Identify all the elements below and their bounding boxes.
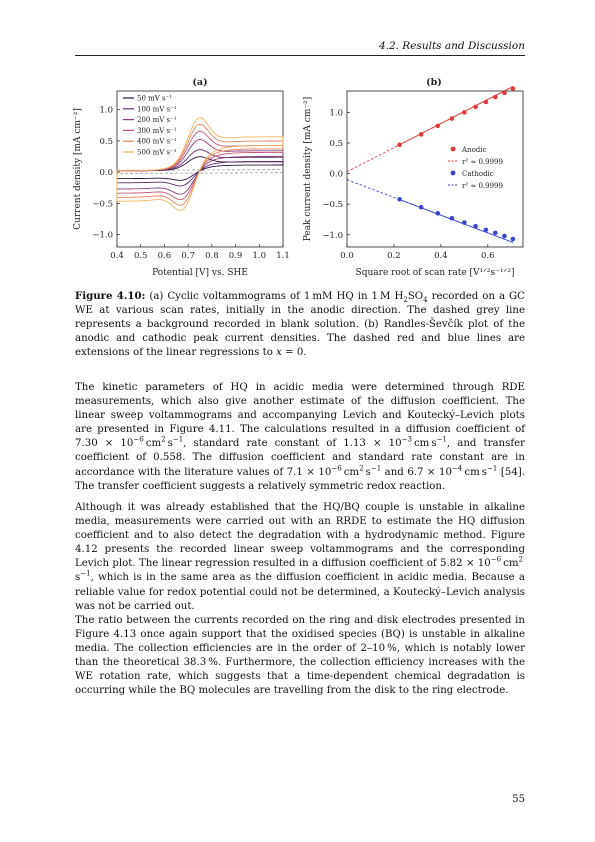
panel-a-legend-label-4: 300 mV s⁻¹	[137, 126, 177, 135]
panel-b-ytick-label: −1.0	[322, 230, 343, 241]
panel-a-legend-label-5: 400 mV s⁻¹	[137, 137, 177, 146]
panel-b-anodic-point	[419, 132, 424, 137]
panel-b-cathodic-point	[502, 234, 507, 239]
panel-b-anodic-point	[397, 143, 402, 148]
panel-b-cathodic-point	[511, 237, 516, 242]
panel-b-ytick-label: 1.0	[329, 108, 343, 119]
panel-b-anodic-point	[450, 116, 455, 121]
panel-a-xtick-label: 0.9	[228, 251, 243, 261]
page-number: 55	[512, 794, 525, 805]
panel-a-xtick-label: 0.6	[157, 251, 172, 261]
panel-a-ytick-label: −0.5	[92, 199, 113, 210]
panel-b-anodic-point	[484, 100, 489, 105]
panel-b-ytick-label: −0.5	[322, 200, 343, 211]
panel-a-legend-label-3: 200 mV s⁻¹	[137, 116, 177, 125]
panel-a-xtick-label: 0.7	[181, 251, 195, 261]
panel-b-legend	[448, 146, 503, 190]
panel-b-frame	[347, 91, 523, 247]
panel-a-frame	[117, 91, 283, 247]
legend-cathodic-label: Cathodic	[462, 170, 494, 178]
panel-a-ytick-label: 1.0	[99, 105, 113, 116]
figure-panel-b	[296, 72, 530, 282]
body-paragraph-1: The kinetic parameters of HQ in acidic media were determined through RDE measurements, which also give another estimate of the diffusion coefficient. The linear sweep voltammograms and accompanying Levich and Koutecký–Levich plots are presented in Figure 4.11. The calculations resulted in a diffusion coefficient of $7.30 \times 10^{-6}$ $cm^2$ $s^{-1}$, standard rate constant of $1.13 \times 10^{-3}$ cm $s^{-1}$, and transfer coefficient of 0.558. The diffusion coefficient and standard rate constant are in accordance with the literature values of $7.1 \times 10^{-6}$ $cm^2$ $s^{-1}$ and $6.7 \times 10^{-4}$ cm $s^{-1}$ [54]. The transfer coefficient suggests a relatively symmetric redox reaction.	[75, 382, 526, 492]
panel-b-anodic-point	[436, 124, 441, 129]
panel-b-cathodic-point	[462, 220, 467, 225]
header-rule	[75, 55, 525, 56]
panel-a-xtick-label: 1.0	[252, 251, 267, 261]
panel-b-anodic-point	[502, 91, 507, 96]
panel-b-xtick-label: 0.0	[340, 251, 354, 261]
panel-b-cathodic-point	[493, 231, 498, 236]
panel-b-cathodic-point	[436, 211, 441, 216]
panel-b-xlabel: Square root of scan rate [V¹ᐟ²s⁻¹ᐟ²]	[355, 268, 515, 278]
panel-b-anodic-point	[473, 105, 478, 110]
panel-a-xtick-label: 0.4	[110, 251, 124, 261]
panel-a-ytick-label: 0.5	[99, 136, 113, 147]
panel-a-legend-label-2: 100 mV s⁻¹	[137, 105, 177, 114]
panel-b-cathodic-point	[450, 216, 455, 221]
panel-a-legend-label-6: 500 mV s⁻¹	[137, 148, 177, 157]
running-header: 4.2. Results and Discussion	[378, 40, 525, 52]
panel-b-ytick-label: 0.0	[329, 169, 343, 180]
panel-b-cathodic-regression	[400, 200, 513, 243]
panel-b-ytick-label: 0.5	[329, 139, 343, 149]
panel-a-ytick-label: 0.0	[99, 168, 113, 179]
panel-a-xlabel: Potential [V] vs. SHE	[152, 268, 248, 278]
legend-cathodic-marker	[451, 171, 456, 176]
panel-b-cathodic-point	[473, 224, 478, 229]
panel-a-series-1	[117, 157, 283, 181]
panel-b-anodic-point	[493, 95, 498, 100]
panel-b-anodic-point	[462, 110, 467, 115]
legend-anodic-r2: r² ≈ 0.9999	[462, 158, 503, 166]
panel-b-xtick-label: 0.4	[434, 251, 448, 261]
legend-cathodic-r2: r² ≈ 0.9999	[462, 182, 503, 190]
panel-b-cathodic-point	[419, 205, 424, 210]
panel-a-title: (a)	[192, 77, 208, 88]
panel-b-anodic-point	[511, 86, 516, 91]
panel-b-xtick-label: 0.2	[387, 251, 401, 261]
panel-b-ylabel: Peak current density [mA cm⁻²]	[303, 96, 313, 242]
legend-anodic-marker	[451, 147, 456, 152]
figure-caption	[75, 289, 525, 360]
panel-a-legend	[123, 95, 177, 157]
figure-panel-a	[68, 72, 290, 282]
panel-a-xtick-label: 0.8	[205, 251, 219, 261]
panel-a-legend-label-1: 50 mV s⁻¹	[137, 94, 173, 103]
panel-b-cathodic-point	[397, 197, 402, 202]
panel-b-cathodic-point	[484, 228, 489, 233]
legend-anodic-label: Anodic	[462, 146, 487, 154]
panel-a-xtick-label: 1.1	[276, 251, 290, 261]
body-paragraph-3: The ratio between the currents recorded on the ring and disk electrodes presented in Figure 4.13 once again support that the oxidised species (BQ) is unstable in alkaline media. The collection efficiencies are in the order of 2–10 %, which is notably lower than the theoretical 38.3 %. Furthermore, the collection efficiency increases with the WE rotation rate, which suggests that a time-dependent chemical degradation is occurring while the BQ molecules are travelling from the disk to the ring electrode.	[75, 615, 525, 697]
panel-a-xtick-label: 0.5	[133, 251, 148, 261]
panel-a-ytick-label: −1.0	[92, 230, 113, 241]
panel-b-xtick-label: 0.6	[481, 251, 495, 261]
panel-a-ylabel: Current density [mA cm⁻²]	[73, 108, 83, 230]
caption-text: (a) Cyclic voltammograms of 1 mM HQ in 1 M $H_2SO_4$ recorded on a GC WE at various scan rates, initially in the anodic direction. The dashed grey line represents a background recorded in blank solution. (b) Randles-Ševčík plot of the anodic and cathodic peak current densities. The dashed red and blue lines are extensions of the linear regressions to x = 0.	[75, 291, 525, 359]
body-paragraph-2: Although it was already established that the HQ/BQ couple is unstable in alkaline media, measurements were carried out with an RRDE to estimate the HQ diffusion coefficient and to also detect the degradation with a hydrodynamic method. Figure 4.12 presents the recorded linear sweep voltammograms and the corresponding Levich plot. The linear regression resulted in a diffusion coefficient of $5.82 \times 10^{-6}$ $cm^2$ $s^{-1}$, which is in the same area as the diffusion coefficient in acidic media. Because a reliable value for redox potential could not be determined, a Koutecký–Levich analysis was not be carried out.	[75, 502, 525, 612]
panel-b-title: (b)	[426, 77, 442, 88]
caption-label: Figure 4.10:	[75, 290, 146, 302]
